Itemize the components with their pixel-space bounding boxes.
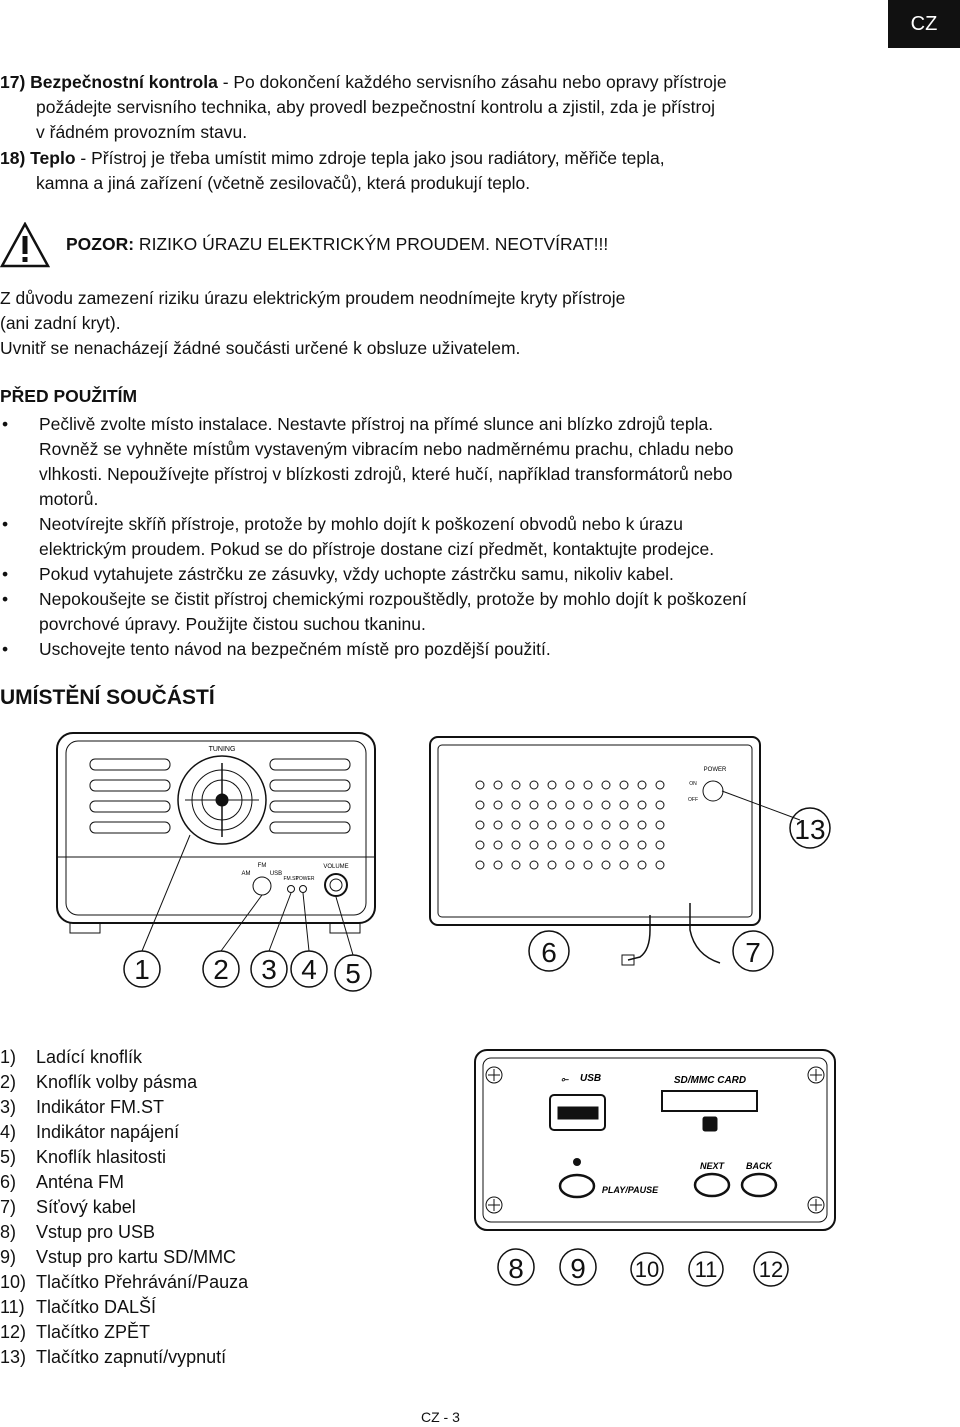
callout-number: 2 <box>213 954 229 985</box>
control-panel-diagram <box>470 1045 850 1305</box>
parts-title: UMÍSTĚNÍ SOUČÁSTÍ <box>0 686 215 709</box>
callout-number: 5 <box>345 958 361 989</box>
bullet-item <box>0 587 900 637</box>
item-number: 5) <box>0 1147 17 1167</box>
power-switch-label: POWER <box>703 767 727 773</box>
safety-item-text: - Přístroj je třeba umístit mimo zdroje tepla jako jsou radiátory, měřiče tepla, <box>75 148 665 168</box>
item-label: Indikátor FM.ST <box>36 1097 165 1117</box>
parts-list-item <box>0 1095 248 1120</box>
control-panel-illustration <box>475 1050 835 1230</box>
callout-number: 12 <box>758 1257 784 1282</box>
safety-item-17 <box>0 70 727 145</box>
parts-list-item <box>0 1145 248 1170</box>
item-number: 8) <box>0 1222 17 1242</box>
warning-text <box>66 234 608 255</box>
parts-list-item <box>0 1320 248 1345</box>
parts-list-item <box>0 1045 248 1070</box>
bullet-line: Rovněž se vyhněte místům vystaveným vibracím nebo nadměrnému prachu, chladu nebo <box>39 439 734 459</box>
before-use-list <box>0 412 900 662</box>
fmst-led-label: FM.ST <box>283 876 299 882</box>
bullet-line: • Neotvírejte skříň přístroje, protože by mohlo dojít k poškození obvodů nebo k úrazu <box>39 514 683 534</box>
bullet-line: motorů. <box>39 489 99 509</box>
safety-item-title: 18) Teplo <box>0 148 76 168</box>
usb-icon: ⟜ <box>561 1074 569 1084</box>
warning-label: POZOR: <box>66 234 135 254</box>
item-label: Tlačítko zapnutí/vypnutí <box>36 1347 227 1367</box>
fm-label: FM <box>257 863 267 869</box>
item-number: 10) <box>0 1272 27 1292</box>
tuning-label: TUNING <box>208 746 236 753</box>
off-label: OFF <box>688 797 698 803</box>
item-label: Anténa FM <box>36 1172 125 1192</box>
warning-row <box>0 222 960 270</box>
callout-number: 10 <box>634 1257 660 1282</box>
bullet-line: • Pokud vytahujete zástrčku ze zásuvky, vždy uchopte zástrčku samu, nikoliv kabel. <box>39 564 674 584</box>
bullet-item <box>0 562 900 587</box>
notice-line: (ani zadní kryt). <box>0 313 121 333</box>
play-pause-label: PLAY/PAUSE <box>601 1185 659 1195</box>
page-footer: CZ - 3 <box>421 1409 460 1425</box>
item-number: 11) <box>0 1297 25 1317</box>
item-number: 6) <box>0 1172 17 1192</box>
safety-item-line: kamna a jiná zařízení (včetně zesilovačů), která produkují teplo. <box>36 173 531 193</box>
item-number: 1) <box>0 1047 17 1067</box>
warning-message: RIZIKO ÚRAZU ELEKTRICKÝM PROUDEM. NEOTVÍRAT!!! <box>134 234 609 254</box>
on-label: ON <box>689 781 697 787</box>
callout-number: 3 <box>261 954 277 985</box>
safety-item-text: - Po dokončení každého servisního zásahu nebo opravy přístroje <box>217 72 727 92</box>
before-use-title: PŘED POUŽITÍM <box>0 386 138 406</box>
back-grille-holes <box>476 781 664 869</box>
parts-list <box>0 1045 248 1370</box>
card-slot-label: SD/MMC CARD <box>673 1075 747 1086</box>
item-label: Ladící knoflík <box>36 1047 143 1067</box>
callout-number: 7 <box>745 937 761 968</box>
back-label: BACK <box>746 1161 772 1171</box>
bullet-line: vlhkosti. Nepoužívejte přístroj v blízkosti zdrojů, které hučí, například transformátorů nebo <box>39 464 733 484</box>
next-label: NEXT <box>699 1161 725 1171</box>
warning-triangle-icon <box>0 222 50 268</box>
notice-line: Uvnitř se nenacházejí žádné součásti určené k obsluze uživatelem. <box>0 338 521 358</box>
item-number: 12) <box>0 1322 27 1342</box>
parts-list-item <box>0 1270 248 1295</box>
am-label: AM <box>241 871 251 877</box>
callout-number: 13 <box>794 814 826 845</box>
item-number: 7) <box>0 1197 17 1217</box>
callout-number: 6 <box>541 937 557 968</box>
safety-item-line: požádejte servisního technika, aby provedl bezpečnostní kontrolu a zjistil, zda je přístroj <box>36 97 715 117</box>
bullet-item <box>0 512 900 562</box>
parts-list-item <box>0 1070 248 1095</box>
parts-list-item <box>0 1220 248 1245</box>
radio-front-illustration <box>57 733 375 933</box>
callout-number: 11 <box>694 1257 718 1282</box>
item-label: Vstup pro USB <box>36 1222 156 1242</box>
bullet-line: • Pečlivě zvolte místo instalace. Nestavte přístroj na přímé slunce ani blízko zdrojů tepla. <box>39 414 714 434</box>
safety-item-title: 17) Bezpečnostní kontrola <box>0 72 218 92</box>
item-number: 2) <box>0 1072 17 1092</box>
item-number: 4) <box>0 1122 17 1142</box>
parts-list-item <box>0 1295 248 1320</box>
usb-port-label: USB <box>580 1073 602 1084</box>
callout-number: 9 <box>570 1253 586 1284</box>
item-number: 3) <box>0 1097 17 1117</box>
parts-list-item <box>0 1170 248 1195</box>
bullet-line: povrchové úpravy. Použijte čistou suchou tkaninu. <box>39 614 426 634</box>
item-label: Knoflík volby pásma <box>36 1072 198 1092</box>
parts-list-item <box>0 1195 248 1220</box>
power-led-label: POWER <box>295 876 315 882</box>
safety-item-18 <box>0 146 665 196</box>
item-number: 13) <box>0 1347 27 1367</box>
item-number: 9) <box>0 1247 17 1267</box>
item-label: Tlačítko DALŠÍ <box>36 1297 157 1317</box>
item-label: Tlačítko Přehrávání/Pauza <box>36 1272 249 1292</box>
notice <box>0 286 625 361</box>
bullet-item <box>0 637 900 662</box>
item-label: Indikátor napájení <box>36 1122 180 1142</box>
product-diagram <box>0 725 960 1025</box>
parts-list-item <box>0 1245 248 1270</box>
parts-list-item <box>0 1120 248 1145</box>
parts-list-item <box>0 1345 248 1370</box>
callout-circles <box>124 808 830 991</box>
callout-number: 1 <box>134 954 150 985</box>
bullet-line: • Nepokoušejte se čistit přístroj chemickými rozpouštědly, protože by mohlo dojít k poškození <box>39 589 747 609</box>
bullet-item <box>0 412 900 512</box>
bullet-line: elektrickým proudem. Pokud se do přístroje dostane cizí předmět, kontaktujte prodejce. <box>39 539 715 559</box>
language-tab: CZ <box>888 0 960 48</box>
item-label: Knoflík hlasitosti <box>36 1147 167 1167</box>
safety-item-line: v řádném provozním stavu. <box>36 122 248 142</box>
notice-line: Z důvodu zamezení riziku úrazu elektrickým proudem neodnímejte kryty přístroje <box>0 288 626 308</box>
volume-label: VOLUME <box>323 864 349 870</box>
usb-mode-label: USB <box>269 871 283 877</box>
item-label: Tlačítko ZPĚT <box>36 1322 151 1342</box>
item-label: Síťový kabel <box>36 1197 136 1217</box>
bullet-line: • Uschovejte tento návod na bezpečném místě pro pozdější použití. <box>39 639 551 659</box>
card-led-icon <box>573 1158 581 1166</box>
item-label: Vstup pro kartu SD/MMC <box>36 1247 237 1267</box>
callout-number: 4 <box>301 954 317 985</box>
callout-number: 8 <box>508 1253 524 1284</box>
